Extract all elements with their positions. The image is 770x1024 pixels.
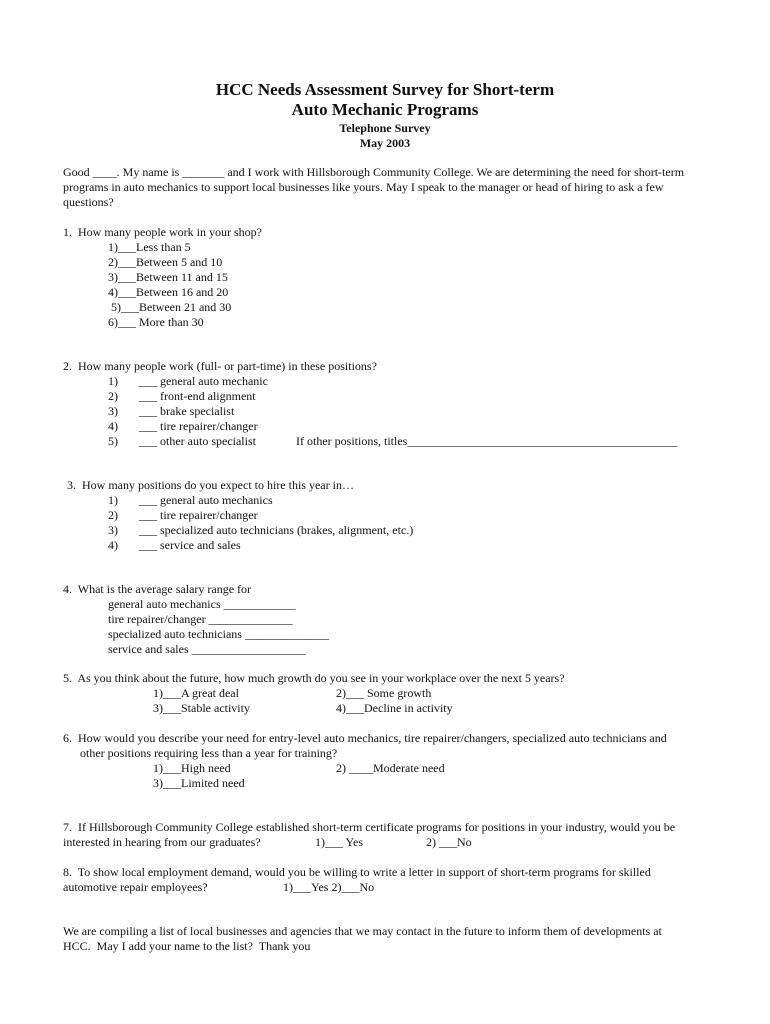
q1-option: 4)___Between 16 and 20 [108, 285, 229, 299]
q2-option-number: 3) [108, 404, 118, 418]
q3-option-number: 4) [108, 538, 118, 552]
q3-option-text: ___ general auto mechanics [139, 493, 273, 507]
q3-option-number: 2) [108, 508, 118, 522]
q6-question-line-2: other positions requiring less than a year for training? [80, 746, 338, 760]
q3-option-text: ___ tire repairer/changer [139, 508, 258, 522]
closing-line-1: We are compiling a list of local businesses and agencies that we may contact in the future to inform them of developments at [63, 924, 662, 938]
q3-option-text: ___ specialized auto technicians (brakes, alignment, etc.) [139, 523, 414, 537]
q5-option: 1)___A great deal [153, 686, 239, 700]
q6-option: 3)___Limited need [153, 776, 245, 790]
intro-paragraph: Good ____. My name is _______ and I work with Hillsborough Community College. We are determining the need for short-term programs in auto mechanics to support local businesses like yours. May I speak to the manager or head of hiring to ask a few questions? [63, 165, 685, 209]
q2-option [108, 419, 258, 434]
q6-option: 2) ____Moderate need [336, 761, 445, 775]
title-line-1: HCC Needs Assessment Survey for Short-term [215, 80, 555, 99]
q5-option: 2)___ Some growth [336, 686, 432, 700]
q1-option: 3)___Between 11 and 15 [108, 270, 228, 284]
q5-option: 3)___Stable activity [153, 701, 250, 715]
q3-option [108, 508, 258, 523]
q8-question-line-2: automotive repair employees? [63, 880, 208, 894]
q1-option: 2)___Between 5 and 10 [108, 255, 223, 269]
q6-option: 1)___High need [153, 761, 231, 775]
q2-option-text: ___ brake specialist [139, 404, 235, 418]
q5-option: 4)___Decline in activity [336, 701, 453, 715]
q1-option: 6)___ More than 30 [108, 315, 204, 329]
q4-option: general auto mechanics ____________ [108, 597, 296, 611]
q7-option-no: 2) ___No [426, 835, 472, 849]
q2-option-text: ___ front-end alignment [139, 389, 256, 403]
q2-option-text: ___ tire repairer/changer [139, 419, 258, 433]
q2-option-number: 4) [108, 419, 118, 433]
q2-option-number: 2) [108, 389, 118, 403]
q3-option-text: ___ service and sales [139, 538, 241, 552]
q2-option-text: ___ general auto mechanic [139, 374, 268, 388]
q7-option-yes: 1)___ Yes [315, 835, 364, 849]
q7-question-line-1: 7. If Hillsborough Community College established short-term certificate programs for positions in your industry, would you be [63, 820, 676, 834]
q3-option-number: 3) [108, 523, 118, 537]
q4-option: service and sales ___________________ [108, 642, 306, 656]
q5-question: 5. As you think about the future, how much growth do you see in your workplace over the next 5 years? [63, 671, 565, 685]
q2-question: 2. How many people work (full- or part-time) in these positions? [63, 359, 377, 373]
subtitle: Telephone Survey [339, 121, 431, 135]
q3-option [108, 523, 413, 538]
q1-question: 1. How many people work in your shop? [63, 225, 262, 239]
q7-question-line-2: interested in hearing from our graduates? [63, 835, 261, 849]
q4-question: 4. What is the average salary range for [63, 582, 252, 596]
title-line-2: Auto Mechanic Programs [291, 100, 479, 119]
q6-question-line-1: 6. How would you describe your need for entry-level auto mechanics, tire repairer/changers, specialized auto technicians and [63, 731, 667, 745]
q1-option: 5)___Between 21 and 30 [111, 300, 232, 314]
q2-option [108, 374, 268, 389]
q2-option [108, 434, 256, 449]
q3-question: 3. How many positions do you expect to hire this year in… [67, 478, 354, 492]
q2-option-number: 5) [108, 434, 118, 448]
q2-other-titles: If other positions, titles_____________________________________________ [296, 434, 678, 448]
q8-options: 1)___Yes 2)___No [283, 880, 375, 894]
q4-option: tire repairer/changer ______________ [108, 612, 293, 626]
q8-question-line-1: 8. To show local employment demand, would you be willing to write a letter in support of short-term programs for skilled [63, 865, 651, 879]
q2-option [108, 404, 234, 419]
q3-option [108, 538, 241, 553]
q2-option [108, 389, 256, 404]
q1-option: 1)___Less than 5 [108, 240, 191, 254]
q4-option: specialized auto technicians ______________ [108, 627, 329, 641]
closing-line-2: HCC. May I add your name to the list? Thank you [63, 939, 311, 953]
q3-option-number: 1) [108, 493, 118, 507]
q2-option-text: ___ other auto specialist [139, 434, 256, 448]
survey-date: May 2003 [359, 136, 411, 150]
q2-option-number: 1) [108, 374, 118, 388]
q3-option [108, 493, 273, 508]
